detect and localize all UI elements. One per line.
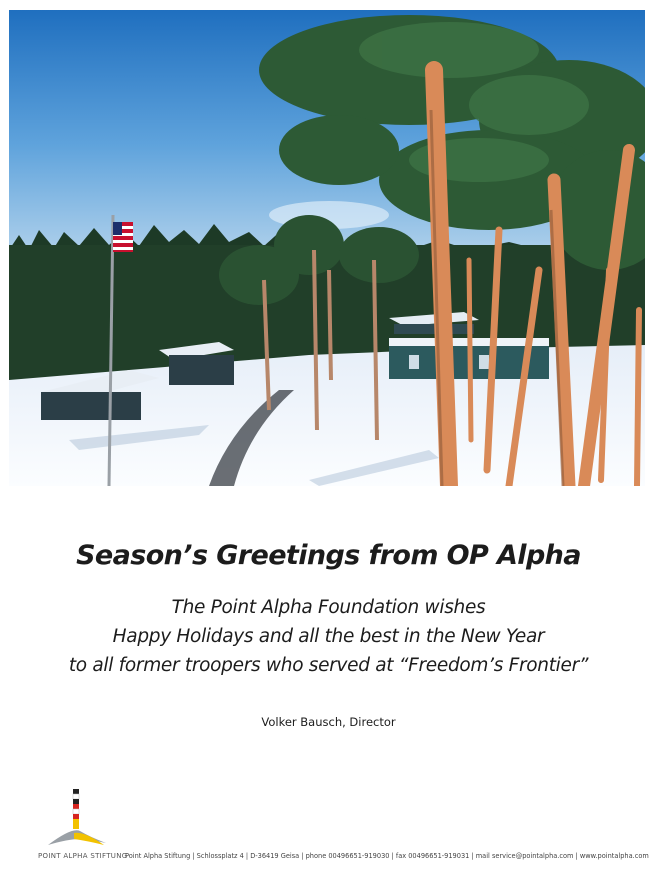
- point-alpha-logo-icon: [44, 787, 108, 849]
- winter-camp-photo: [9, 10, 645, 486]
- logo-name: POINT ALPHA STIFTUNG: [38, 852, 128, 860]
- message-line-1: The Point Alpha Foundation wishes: [171, 597, 486, 618]
- footer-contact: Point Alpha Stiftung | Schlossplatz 4 | D-36419 Geisa | phone 00496651-919030 | fax 00496651-919031 | mail service@pointalpha.com | www.pointalpha.com: [125, 852, 649, 860]
- signature: Volker Bausch, Director: [261, 715, 396, 729]
- headline: Season’s Greetings from OP Alpha: [76, 540, 581, 571]
- message-line-2: Happy Holidays and all the best in the New Year: [112, 626, 545, 647]
- message-line-3: to all former troopers who served at “Freedom’s Frontier”: [68, 655, 589, 676]
